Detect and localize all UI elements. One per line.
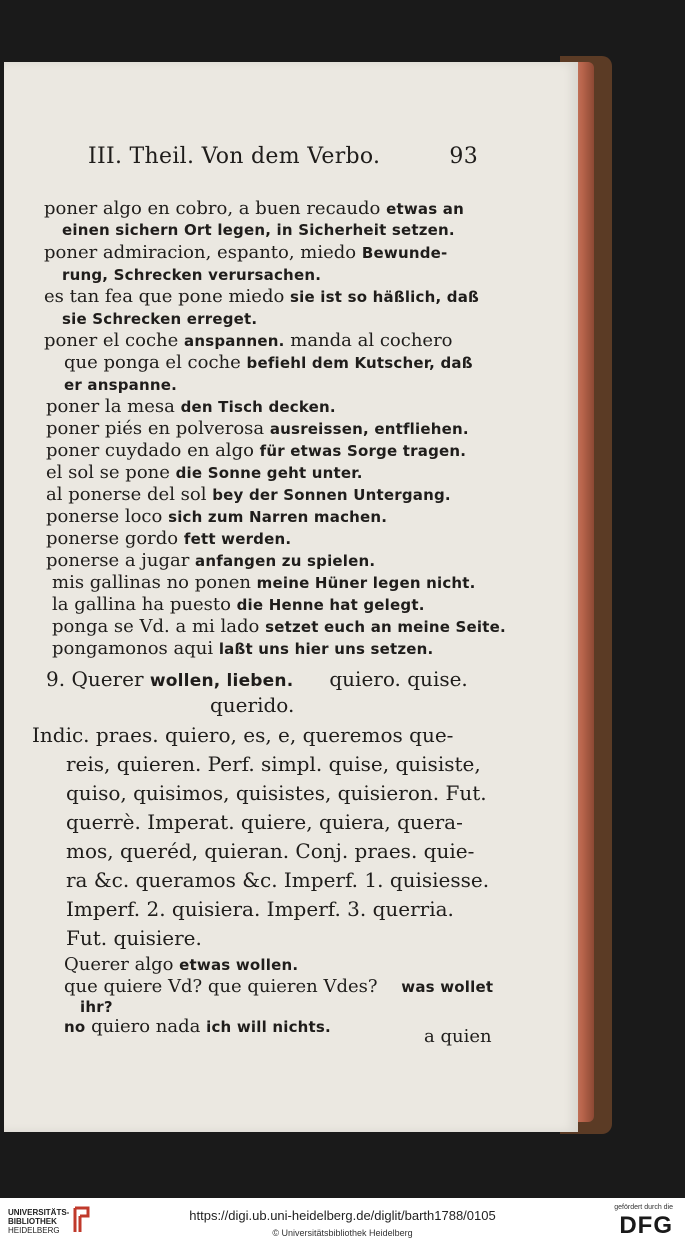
copyright-note: © Universitätsbibliothek Heidelberg <box>272 1228 413 1238</box>
example-line: Querer algo etwas wollen. <box>64 954 299 975</box>
conjugation-line: Fut. quisiere. <box>66 926 202 950</box>
conjugation-line: querrè. Imperat. quiere, quiera, quera- <box>66 810 463 834</box>
text-line: ponerse gordo fett werden. <box>46 528 292 549</box>
conjugation-line: reis, quieren. Perf. simpl. quise, quisiste, <box>66 752 481 776</box>
library-logo[interactable]: UNIVERSITÄTS- BIBLIOTHEK HEIDELBERG <box>8 1208 70 1235</box>
page-number: 93 <box>449 144 478 169</box>
conjugation-line: Imperf. 2. quisiera. Imperf. 3. querria. <box>66 897 454 921</box>
example-line: ihr? <box>80 998 113 1016</box>
funder-note: gefördert durch die <box>614 1204 673 1211</box>
text-line: pongamonos aqui laßt uns hier uns setzen. <box>52 638 434 659</box>
entry-heading: 9. Querer wollen, lieben. quiero. quise. <box>46 667 468 691</box>
text-line: al ponerse del sol bey der Sonnen Untergang. <box>46 484 451 505</box>
text-line: poner la mesa den Tisch decken. <box>46 396 336 417</box>
example-line: no quiero nada ich will nichts. <box>64 1016 331 1037</box>
text-line: es tan fea que pone miedo sie ist so häßlich, daß <box>44 286 480 307</box>
text-line: ponerse a jugar anfangen zu spielen. <box>46 550 376 571</box>
text-line: el sol se pone die Sonne geht unter. <box>46 462 363 483</box>
dfg-logo[interactable]: DFG <box>619 1212 673 1239</box>
text-line: poner algo en cobro, a buen recaudo etwas an <box>44 198 464 219</box>
conjugation-line: mos, queréd, quieran. Conj. praes. quie- <box>66 839 475 863</box>
text-line: ponga se Vd. a mi lado setzet euch an meine Seite. <box>52 616 506 637</box>
catchword: a quien <box>424 1026 492 1047</box>
text-line: ponerse loco sich zum Narren machen. <box>46 506 388 527</box>
text-line: poner admiracion, espanto, miedo Bewunde- <box>44 242 448 263</box>
running-title: III. Theil. Von dem Verbo. <box>88 144 381 169</box>
text-line: mis gallinas no ponen meine Hüner legen nicht. <box>52 572 476 593</box>
running-header <box>88 144 478 169</box>
text-line: sie Schrecken erreget. <box>62 310 258 328</box>
conjugation-line: ra &c. queramos &c. Imperf. 1. quisiesse. <box>66 868 490 892</box>
entry-heading-cont: querido. <box>210 693 295 717</box>
example-line: que quiere Vd? que quieren Vdes? was wollet <box>64 976 494 997</box>
permalink-url[interactable]: https://digi.ub.uni-heidelberg.de/diglit/barth1788/0105 <box>189 1208 496 1223</box>
viewer-footer <box>0 1198 685 1246</box>
text-line: la gallina ha puesto die Henne hat gelegt. <box>52 594 425 615</box>
text-line: einen sichern Ort legen, in Sicherheit setzen. <box>62 221 455 239</box>
text-line: poner el coche anspannen. manda al cochero <box>44 330 453 351</box>
text-line: poner piés en polverosa ausreissen, entfliehen. <box>46 418 469 439</box>
conjugation-line: Indic. praes. quiero, es, e, queremos que- <box>32 723 454 747</box>
book-page <box>4 62 578 1132</box>
conjugation-line: quiso, quisimos, quisistes, quisieron. Fut. <box>66 781 487 805</box>
text-line: poner cuydado en algo für etwas Sorge tragen. <box>46 440 467 461</box>
text-line: que ponga el coche befiehl dem Kutscher, daß <box>64 352 473 373</box>
text-line: rung, Schrecken verursachen. <box>62 266 322 284</box>
text-line: er anspanne. <box>64 376 178 394</box>
